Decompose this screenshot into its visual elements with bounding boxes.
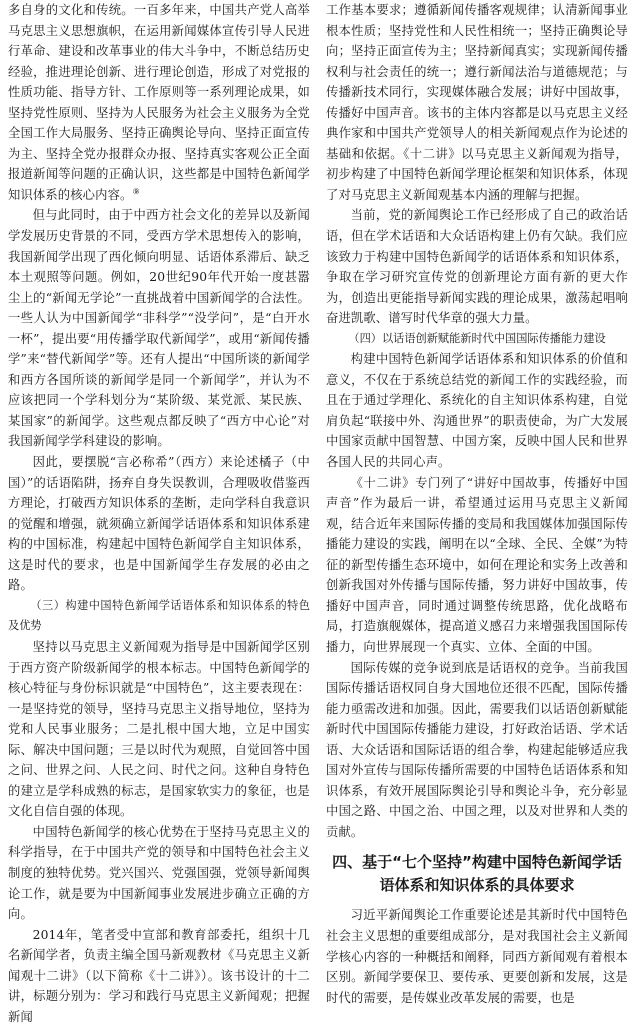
paragraph: 工作基本要求；遵循新闻传播客观规律；认清新闻事业根本性质；坚持党性和人民性相统一；坚持正确舆论导向；坚持正面宣传为主；坚持新闻真实；实现新闻传播权利与社会责任的统一；遵行新闻法治与道德规范；与传播新技术同行，实现媒体融合发展；讲好中国故事，传播好中国声音。该书的主体内容都是以马克思主义经典作家和中国共产党领导人的相关新闻观点作为论述的基础和依据。《十二讲》以马克思主义新闻观为指导，初步构建了中国特色新闻学理论框架和知识体系，体现了对马克思主义新闻观基本内涵的理解与把握。 xyxy=(326,3,628,202)
paragraph: 当前，党的新闻舆论工作已经形成了自己的政治话语，但在学术话语和大众话语构建上仍有欠缺。我们应该致力于构建中国特色新闻学的话语体系和知识体系，争取在学习研究宣传党的创新理论方面有新的更大作为，创造出更能指导新闻实践的理论成果，激荡起唱响奋进凯歌、谱写时代华章的强大力量。 xyxy=(326,208,628,326)
paragraph: 《十二讲》专门列了“讲好中国故事，传播好中国声音”作为最后一讲，希望通过运用马克思主义新闻观，结合近年来国际传播的变局和我国媒体加强国际传播能力建设的实践，阐明在以“全球、全民、全媒”为特征的新型传播生态环境中，如何在理论和实务上改善和创新我国对外传播与国际传播，努力讲好中国故事，传播好中国声音，同时通过调整传统思路，优化战略布局，打造旗舰媒体，提高道义感召力来增强我国国际传播力，向世界展现一个真实、立体、全面的中国。 xyxy=(326,475,628,654)
paragraph xyxy=(8,0,310,205)
paragraph: 但与此同时，由于中西方社会文化的差异以及新闻学发展历史背景的不同，受西方学术思想传入的影响，我国新闻学出现了西化倾向明显、话语体系滞后、缺乏本土观照等问题。例如，20世纪90年代开始一度甚嚣尘上的“新闻无学论”一直挑战着中国新闻学的合法性。一些人认为中国新闻学“非科学”“没学问”，是“白开水一杯”，提出要“用传播学取代新闻学”，或用“新闻传播学”来“替代新闻学”等。还有人提出“中国所谈的新闻学和西方各国所谈的新闻学是同一个新闻学”，并认为不应该把同一个学科划分为“某阶级、某党派、某民族、某国家”的新闻学。这些观点都反映了“西方中心论”对我国新闻学学科建设的影响。 xyxy=(8,208,310,449)
subsection-heading: （三）构建中国特色新闻学话语体系和知识体系的特色及优势 xyxy=(8,598,310,633)
paragraph: 中国特色新闻学的核心优势在于坚持马克思主义的科学指导，在于中国共产党的领导和中国特色社会主义制度的独特优势。党兴国兴、党强国强，党领导新闻舆论工作，就是要为中国新闻事业发展进步确立正确的方向。 xyxy=(8,824,310,922)
paragraph: 坚持以马克思主义新闻观为指导是中国新闻学区别于西方资产阶级新闻学的根本标志。中国特色新闻学的核心特征与身份标识就是“中国特色”，这主要表现在：一是坚持党的领导，坚持马克思主义指导地位，坚持为党和人民事业服务；二是扎根中国大地，立足中国实际、解决中国问题；三是以时代为观照，自觉回答中国之问、世界之问、人民之问、时代之问。这种自身特色的建立是学科成熟的标志，是国家软实力的象征，也是文化自信自强的体现。 xyxy=(8,639,310,819)
paragraph: 国际传媒的竞争说到底是话语权的竞争。当前我国国际传播话语权同自身大国地位还很不匹配，国际传播能力亟需改进和加强。因此，需要我们以话语创新赋能新时代中国国际传播能力建设，打好政治话语、学术话语、大众话语和国际话语的组合拳，构建起能够适应我国对外宣传与国际传播所需要的中国特色话语体系和知识体系，有效开展国际舆论引导和舆论斗争，充分彰显中国之路、中国之治、中国之理，以及对世界和人类的贡献。 xyxy=(326,660,628,839)
right-column xyxy=(326,0,628,1005)
section-heading: 四、基于“七个坚持”构建中国特色新闻学话语体系和知识体系的具体要求 xyxy=(332,853,622,895)
article-page xyxy=(8,0,629,1024)
paragraph: 构建中国特色新闻学话语体系和知识体系的价值和意义，不仅在于系统总结党的新闻工作的实践经验，而且在于通过学理化、系统化的自主知识体系构建，自觉肩负起“联接中外、沟通世界”的职责使命，为广大发展中国家贡献中国智慧、中国方案，反映中国人民和世界各国人民的共同心声。 xyxy=(326,352,628,470)
left-column xyxy=(8,0,310,1024)
paragraph: 2014年，笔者受中宣部和教育部委托，组织十几名新闻学者，负责主编全国马新观教材《马克思主义新闻观十二讲》（以下简称《十二讲》）。该书设计的十二讲，标题分别为：学习和践行马克思主义新闻观；把握新闻 xyxy=(8,927,310,1024)
footnote-marker[interactable]: ⑨ xyxy=(132,186,140,196)
paragraph: 习近平新闻舆论工作重要论述是其新时代中国特色社会主义思想的重要组成部分，是对我国社会主义新闻学核心内容的一种概括和阐释，同西方新闻观有着根本区别。新闻学要保卫、要传承、更要创新和发展，这是时代的需要，是传媒业改革发展的需要，也是 xyxy=(326,908,628,1005)
paragraph-text: 多自身的文化和传统。一百多年来，中国共产党人高举马克思主义思想旗帜，在运用新闻媒体宣传引导人民进行革命、建设和改革事业的伟大斗争中，不断总结历史经验，推进理论创新、进行理论创造，形成了对党报的性质功能、指导方针、工作原则等一系列理论成果，如坚持党性原则、坚持为人民服务为社会主义服务为全党全国工作大局服务、坚持正确舆论导向、坚持正面宣传为主、坚持全党办报群众办报、坚持真实客观公正全面报道新闻等问题的正确认识，这些都是中国特色新闻学知识体系的核心内容。 xyxy=(8,3,310,202)
subsection-heading: （四）以话语创新赋能新时代中国国际传播能力建设 xyxy=(348,331,606,345)
paragraph: 因此，要摆脱“言必称希”（西方）来论述橘子（中国）”的话语陷阱，扬弃自身失误教训，合理吸收借鉴西方理论，打破西方知识体系的垄断，走向学科自我意识的觉醒和增强，就须确立新闻学话语体系和知识体系建构的中国标准，构建起中国特色新闻学自主知识体系，这是时代的要求，也是中国新闻学生存发展的必由之路。 xyxy=(8,455,310,593)
